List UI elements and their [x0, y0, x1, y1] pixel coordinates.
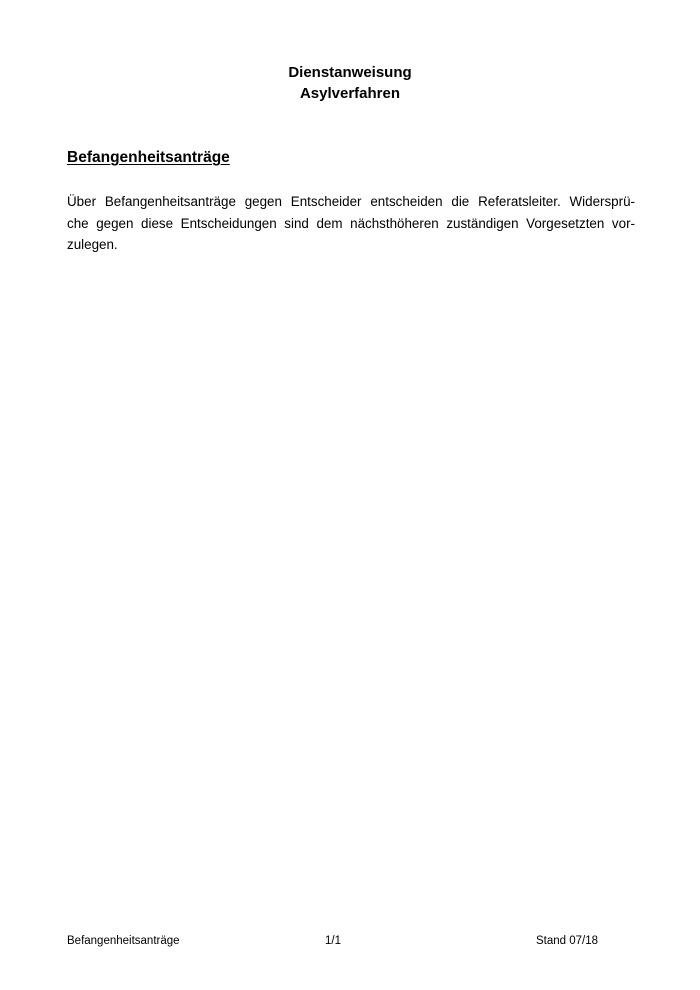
- section-heading: Befangenheitsanträge: [67, 149, 230, 166]
- body-line-3: zulegen.: [67, 237, 118, 252]
- footer-revision-date: Stand 07/18: [536, 935, 599, 947]
- title-line-1: Dienstanweisung: [288, 64, 412, 81]
- body-line-2: che gegen diese Entscheidungen sind dem nächsthöheren zuständigen Vorgesetzten vor-: [67, 215, 635, 231]
- document-title: [0, 62, 700, 104]
- footer-section-name: Befangenheitsanträge: [67, 935, 180, 947]
- footer-page-number: 1/1: [325, 935, 341, 947]
- body-line-1: Über Befangenheitsanträge gegen Entscheider entscheiden die Referatsleiter. Widersprü-: [67, 194, 635, 209]
- title-line-2: Asylverfahren: [299, 85, 401, 102]
- body-paragraph: [67, 191, 635, 256]
